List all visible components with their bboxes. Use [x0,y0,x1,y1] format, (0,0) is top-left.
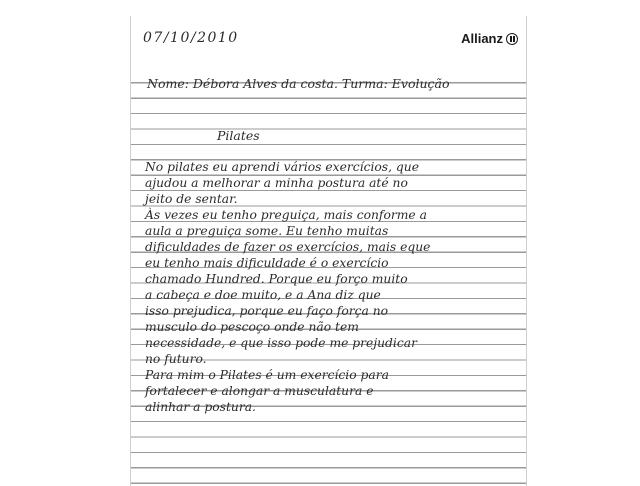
student-name-line: Nome: Débora Alves da costa. Turma: Evolução [147,76,450,91]
allianz-logo [461,31,518,46]
text-line: chamado Hundred. Porque eu forço muito [145,272,408,286]
text-line: ajudou a melhorar a minha postura até no [145,176,408,190]
text-line: jeito de sentar. [145,192,238,206]
essay-title: Pilates [217,128,260,143]
text-line: aula a preguiça some. Eu tenho muitas [145,224,389,238]
text-line: No pilates eu aprendi vários exercícios, que [145,160,419,174]
text-line: musculo do pescoço onde não tem [145,320,359,334]
text-line: dificuldades de fazer os exercícios, mais eque [145,240,431,254]
logo-text: Allianz [461,31,503,46]
text-line: alinhar a postura. [145,400,256,414]
notebook-page [130,16,527,486]
text-line: necessidade, e que isso pode me prejudicar [145,336,417,350]
text-line: a cabeça e doe muito, e a Ana diz que [145,288,381,302]
text-line: no futuro. [145,352,207,366]
handwritten-date: 07/10/2010 [143,30,239,46]
text-line: isso prejudica, porque eu faço força no [145,304,389,318]
text-line: fortalecer e alongar a musculatura e [145,384,374,398]
text-line: Às vezes eu tenho preguiça, mais conforme a [145,208,427,222]
text-line: Para mim o Pilates é um exercício para [145,368,389,382]
text-line: eu tenho mais dificuldade é o exercício [145,256,389,270]
allianz-emblem-icon [506,33,518,45]
